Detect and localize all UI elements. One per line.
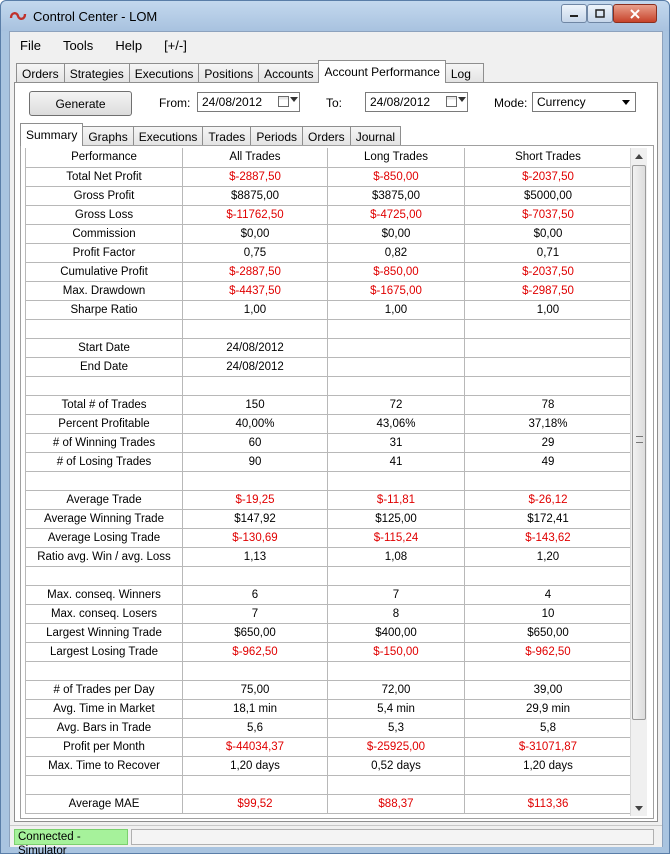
table-row[interactable] <box>26 281 631 300</box>
all-trades-cell <box>183 376 328 395</box>
short-trades-cell: $113,36 <box>465 794 631 813</box>
row-label: Cumulative Profit <box>26 262 183 281</box>
from-label: From: <box>159 96 191 110</box>
row-label <box>26 566 183 585</box>
table-row[interactable] <box>26 319 631 338</box>
row-label: Total # of Trades <box>26 395 183 414</box>
tab-executions[interactable]: Executions <box>129 63 200 83</box>
long-trades-cell <box>328 376 465 395</box>
all-trades-cell: 40,00% <box>183 414 328 433</box>
long-trades-cell <box>328 661 465 680</box>
table-row[interactable] <box>26 775 631 794</box>
all-trades-cell: $99,52 <box>183 794 328 813</box>
long-trades-cell <box>328 471 465 490</box>
table-row[interactable] <box>26 414 631 433</box>
column-header-performance[interactable]: Performance <box>26 148 183 167</box>
to-label: To: <box>326 96 343 110</box>
menu-tools[interactable]: Tools <box>62 37 94 53</box>
short-trades-cell: $172,41 <box>465 509 631 528</box>
tab-orders[interactable]: Orders <box>16 63 65 83</box>
long-trades-cell: 5,3 <box>328 718 465 737</box>
table-header-row <box>26 148 631 167</box>
short-trades-cell: $-143,62 <box>465 528 631 547</box>
row-label: Max. conseq. Winners <box>26 585 183 604</box>
long-trades-cell: 72,00 <box>328 680 465 699</box>
short-trades-cell: $-2987,50 <box>465 281 631 300</box>
table-row[interactable] <box>26 737 631 756</box>
row-label: Avg. Time in Market <box>26 699 183 718</box>
long-trades-cell: 7 <box>328 585 465 604</box>
long-trades-cell: $-850,00 <box>328 262 465 281</box>
short-trades-cell: 1,20 <box>465 547 631 566</box>
short-trades-cell: 29 <box>465 433 631 452</box>
row-label: Ratio avg. Win / avg. Loss <box>26 547 183 566</box>
chevron-up-icon <box>635 154 643 159</box>
short-trades-cell: $-962,50 <box>465 642 631 661</box>
long-trades-cell: 31 <box>328 433 465 452</box>
row-label: # of Winning Trades <box>26 433 183 452</box>
calendar-icon[interactable] <box>446 96 457 107</box>
row-label: Max. Time to Recover <box>26 756 183 775</box>
column-header-long-trades[interactable]: Long Trades <box>328 148 465 167</box>
row-label: Start Date <box>26 338 183 357</box>
long-trades-cell: $400,00 <box>328 623 465 642</box>
mode-value: Currency <box>537 95 586 109</box>
all-trades-cell: 90 <box>183 452 328 471</box>
column-header-short-trades[interactable]: Short Trades <box>465 148 631 167</box>
table-row[interactable] <box>26 186 631 205</box>
long-trades-cell: 8 <box>328 604 465 623</box>
short-trades-cell <box>465 661 631 680</box>
all-trades-cell: $-11762,50 <box>183 205 328 224</box>
window-title: Control Center - LOM <box>33 9 158 24</box>
all-trades-cell: 150 <box>183 395 328 414</box>
table-row[interactable] <box>26 300 631 319</box>
all-trades-cell: $-2887,50 <box>183 167 328 186</box>
all-trades-cell: 1,13 <box>183 547 328 566</box>
tab-summary[interactable]: Summary <box>20 123 83 146</box>
long-trades-cell: 1,08 <box>328 547 465 566</box>
all-trades-cell: 7 <box>183 604 328 623</box>
scroll-thumb[interactable] <box>632 165 646 720</box>
to-date-value: 24/08/2012 <box>370 95 431 109</box>
all-trades-cell <box>183 319 328 338</box>
table-row[interactable] <box>26 338 631 357</box>
short-trades-cell: 29,9 min <box>465 699 631 718</box>
menu-toggle[interactable]: [+/-] <box>164 37 187 53</box>
all-trades-cell: $-962,50 <box>183 642 328 661</box>
long-trades-cell: $-850,00 <box>328 167 465 186</box>
long-trades-cell: 72 <box>328 395 465 414</box>
row-label: Average Trade <box>26 490 183 509</box>
chevron-down-icon[interactable] <box>290 97 298 102</box>
long-trades-cell: 1,00 <box>328 300 465 319</box>
from-date-value: 24/08/2012 <box>202 95 263 109</box>
tab-sub-orders[interactable]: Orders <box>302 126 351 146</box>
chevron-down-icon <box>635 806 643 811</box>
row-label: Max. conseq. Losers <box>26 604 183 623</box>
short-trades-cell <box>465 566 631 585</box>
client-area <box>9 31 663 857</box>
all-trades-cell: 6 <box>183 585 328 604</box>
table-row[interactable] <box>26 794 631 813</box>
menu-bar <box>10 32 662 58</box>
short-trades-cell: $-31071,87 <box>465 737 631 756</box>
table-row[interactable] <box>26 395 631 414</box>
table-row[interactable] <box>26 471 631 490</box>
short-trades-cell: 5,8 <box>465 718 631 737</box>
all-trades-cell: $147,92 <box>183 509 328 528</box>
all-trades-cell <box>183 661 328 680</box>
tab-accounts[interactable]: Accounts <box>258 63 319 83</box>
short-trades-cell <box>465 775 631 794</box>
short-trades-cell: 1,20 days <box>465 756 631 775</box>
all-trades-cell: 1,20 days <box>183 756 328 775</box>
mode-select[interactable] <box>532 92 636 112</box>
short-trades-cell <box>465 471 631 490</box>
row-label: # of Trades per Day <box>26 680 183 699</box>
tab-journal[interactable]: Journal <box>350 126 401 146</box>
main-tab-strip <box>16 60 483 83</box>
all-trades-cell: 75,00 <box>183 680 328 699</box>
tab-strategies[interactable]: Strategies <box>64 63 130 83</box>
short-trades-cell: $-26,12 <box>465 490 631 509</box>
close-icon <box>630 9 640 19</box>
long-trades-cell: $-25925,00 <box>328 737 465 756</box>
table-row[interactable] <box>26 509 631 528</box>
all-trades-cell: 60 <box>183 433 328 452</box>
scroll-up-button[interactable] <box>631 148 647 164</box>
short-trades-cell: 4 <box>465 585 631 604</box>
short-trades-cell: 39,00 <box>465 680 631 699</box>
all-trades-cell <box>183 566 328 585</box>
long-trades-cell: $3875,00 <box>328 186 465 205</box>
row-label <box>26 319 183 338</box>
row-label <box>26 661 183 680</box>
row-label: Gross Loss <box>26 205 183 224</box>
all-trades-cell: 5,6 <box>183 718 328 737</box>
table-row[interactable] <box>26 243 631 262</box>
tab-positions[interactable]: Positions <box>198 63 259 83</box>
all-trades-cell: $8875,00 <box>183 186 328 205</box>
title-bar[interactable] <box>1 1 669 31</box>
all-trades-cell: $-2887,50 <box>183 262 328 281</box>
table-row[interactable] <box>26 528 631 547</box>
table-row[interactable] <box>26 205 631 224</box>
row-label: Sharpe Ratio <box>26 300 183 319</box>
column-header-all-trades[interactable]: All Trades <box>183 148 328 167</box>
vertical-scrollbar[interactable] <box>630 148 647 816</box>
row-label: Gross Profit <box>26 186 183 205</box>
maximize-button[interactable] <box>587 4 613 23</box>
tab-periods[interactable]: Periods <box>250 126 303 146</box>
short-trades-cell <box>465 319 631 338</box>
short-trades-cell: $650,00 <box>465 623 631 642</box>
all-trades-cell: $0,00 <box>183 224 328 243</box>
table-row[interactable] <box>26 262 631 281</box>
long-trades-cell: $-11,81 <box>328 490 465 509</box>
close-button[interactable] <box>613 4 657 23</box>
long-trades-cell: $-115,24 <box>328 528 465 547</box>
row-label: Profit per Month <box>26 737 183 756</box>
row-label <box>26 471 183 490</box>
summary-grid[interactable] <box>25 148 630 816</box>
table-row[interactable] <box>26 623 631 642</box>
row-label: Total Net Profit <box>26 167 183 186</box>
menu-file[interactable]: File <box>20 37 41 53</box>
chevron-down-icon[interactable] <box>458 97 466 102</box>
table-row[interactable] <box>26 376 631 395</box>
minimize-icon <box>569 10 579 18</box>
status-message-field <box>131 829 654 845</box>
table-row[interactable] <box>26 452 631 471</box>
short-trades-cell: 0,71 <box>465 243 631 262</box>
long-trades-cell: $125,00 <box>328 509 465 528</box>
long-trades-cell <box>328 357 465 376</box>
all-trades-cell <box>183 775 328 794</box>
tab-sub-executions[interactable]: Executions <box>133 126 204 146</box>
row-label: Largest Winning Trade <box>26 623 183 642</box>
short-trades-cell: 10 <box>465 604 631 623</box>
table-row[interactable] <box>26 490 631 509</box>
all-trades-cell: 18,1 min <box>183 699 328 718</box>
all-trades-cell: 0,75 <box>183 243 328 262</box>
long-trades-cell: $0,00 <box>328 224 465 243</box>
short-trades-cell: 1,00 <box>465 300 631 319</box>
table-row[interactable] <box>26 661 631 680</box>
long-trades-cell: $-150,00 <box>328 642 465 661</box>
all-trades-cell: $-130,69 <box>183 528 328 547</box>
menu-help[interactable]: Help <box>115 37 143 53</box>
table-row[interactable] <box>26 167 631 186</box>
short-trades-cell: $5000,00 <box>465 186 631 205</box>
short-trades-cell: 37,18% <box>465 414 631 433</box>
maximize-icon <box>595 9 605 18</box>
table-row[interactable] <box>26 224 631 243</box>
all-trades-cell: 1,00 <box>183 300 328 319</box>
short-trades-cell: $-2037,50 <box>465 167 631 186</box>
table-row[interactable] <box>26 756 631 775</box>
tab-log[interactable]: Log <box>445 63 484 83</box>
table-row[interactable] <box>26 433 631 452</box>
table-row[interactable] <box>26 604 631 623</box>
long-trades-cell: $-1675,00 <box>328 281 465 300</box>
chevron-down-icon <box>622 100 630 105</box>
grip-icon <box>636 436 643 443</box>
mode-label: Mode: <box>494 96 528 110</box>
account-performance-pane <box>14 82 658 822</box>
scroll-down-button[interactable] <box>631 800 647 816</box>
all-trades-cell: $-44034,37 <box>183 737 328 756</box>
tab-graphs[interactable]: Graphs <box>82 126 133 146</box>
summary-pane <box>20 145 654 819</box>
app-logo-icon <box>9 9 27 23</box>
long-trades-cell: 43,06% <box>328 414 465 433</box>
table-row[interactable] <box>26 699 631 718</box>
short-trades-cell: 49 <box>465 452 631 471</box>
short-trades-cell: 78 <box>465 395 631 414</box>
row-label: Largest Losing Trade <box>26 642 183 661</box>
short-trades-cell <box>465 376 631 395</box>
connection-status: Connected - Simulator <box>14 829 128 845</box>
minimize-button[interactable] <box>561 4 587 23</box>
long-trades-cell <box>328 319 465 338</box>
calendar-icon[interactable] <box>278 96 289 107</box>
row-label: End Date <box>26 357 183 376</box>
all-trades-cell: $650,00 <box>183 623 328 642</box>
tab-account-performance[interactable]: Account Performance <box>318 60 445 83</box>
row-label: Average Winning Trade <box>26 509 183 528</box>
short-trades-cell: $-2037,50 <box>465 262 631 281</box>
table-row[interactable] <box>26 585 631 604</box>
long-trades-cell <box>328 566 465 585</box>
long-trades-cell: 0,52 days <box>328 756 465 775</box>
long-trades-cell: 41 <box>328 452 465 471</box>
short-trades-cell <box>465 338 631 357</box>
long-trades-cell <box>328 338 465 357</box>
row-label: Commission <box>26 224 183 243</box>
status-bar <box>10 825 662 857</box>
table-row[interactable] <box>26 566 631 585</box>
short-trades-cell: $0,00 <box>465 224 631 243</box>
row-label: Average Losing Trade <box>26 528 183 547</box>
performance-table <box>25 148 630 814</box>
long-trades-cell: $88,37 <box>328 794 465 813</box>
all-trades-cell: 24/08/2012 <box>183 338 328 357</box>
table-row[interactable] <box>26 547 631 566</box>
row-label <box>26 376 183 395</box>
row-label: Max. Drawdown <box>26 281 183 300</box>
tab-trades[interactable]: Trades <box>202 126 251 146</box>
table-row[interactable] <box>26 718 631 737</box>
from-date-picker[interactable] <box>197 92 300 112</box>
long-trades-cell: $-4725,00 <box>328 205 465 224</box>
all-trades-cell: 24/08/2012 <box>183 357 328 376</box>
table-row[interactable] <box>26 642 631 661</box>
row-label: # of Losing Trades <box>26 452 183 471</box>
short-trades-cell <box>465 357 631 376</box>
generate-button[interactable]: Generate <box>29 91 132 116</box>
long-trades-cell: 0,82 <box>328 243 465 262</box>
long-trades-cell <box>328 775 465 794</box>
long-trades-cell: 5,4 min <box>328 699 465 718</box>
table-body <box>26 167 631 813</box>
all-trades-cell: $-19,25 <box>183 490 328 509</box>
row-label <box>26 775 183 794</box>
row-label: Average MAE <box>26 794 183 813</box>
table-row[interactable] <box>26 357 631 376</box>
row-label: Profit Factor <box>26 243 183 262</box>
sub-tab-strip <box>20 123 400 146</box>
to-date-picker[interactable] <box>365 92 468 112</box>
row-label: Avg. Bars in Trade <box>26 718 183 737</box>
row-label: Percent Profitable <box>26 414 183 433</box>
table-row[interactable] <box>26 680 631 699</box>
short-trades-cell: $-7037,50 <box>465 205 631 224</box>
all-trades-cell: $-4437,50 <box>183 281 328 300</box>
all-trades-cell <box>183 471 328 490</box>
